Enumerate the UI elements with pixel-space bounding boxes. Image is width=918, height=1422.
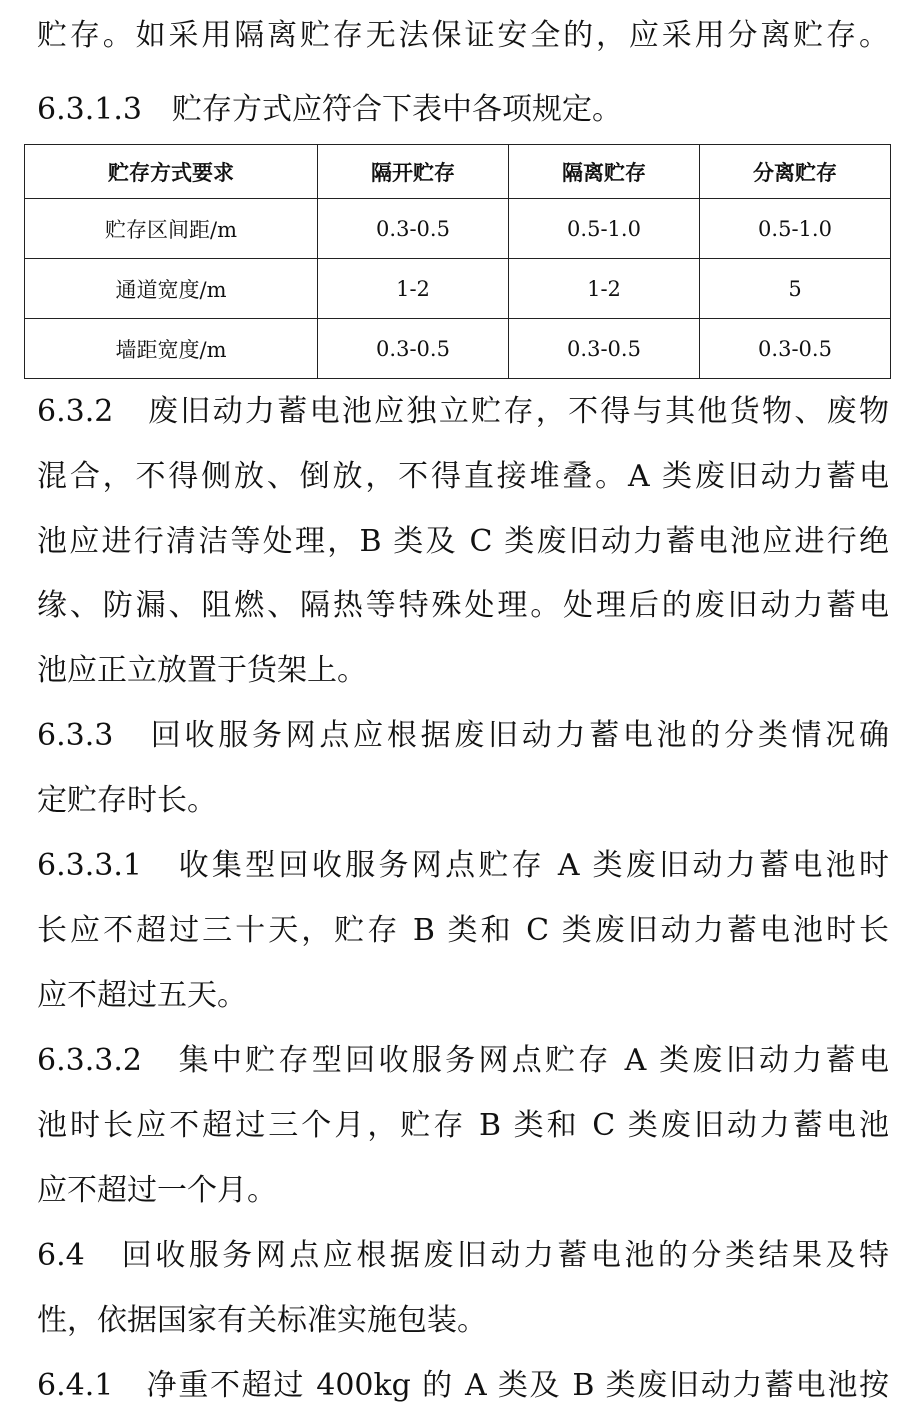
text-line: 池应正立放置于货架上。: [37, 653, 367, 688]
table-cell: 贮存区间距/m: [25, 199, 318, 259]
clause-6-3-1-3: 6.3.1.3 贮存方式应符合下表中各项规定。: [37, 92, 622, 127]
table-header-row: [25, 145, 891, 199]
table-cell: 1-2: [318, 259, 509, 319]
table-header-cell: 分离贮存: [700, 145, 891, 199]
table-header-cell: 隔开贮存: [318, 145, 509, 199]
table-cell: 1-2: [509, 259, 700, 319]
clause-6-3-2: 6.3.2 废旧动力蓄电池应独立贮存，不得与其他货物、废物: [37, 394, 889, 429]
table-cell: 0.5-1.0: [509, 199, 700, 259]
table-cell: 墙距宽度/m: [25, 319, 318, 379]
storage-requirements-table: [24, 144, 891, 379]
clause-6-3-3-2: 6.3.3.2 集中贮存型回收服务网点贮存 A 类废旧动力蓄电: [37, 1043, 889, 1078]
table-cell: 0.3-0.5: [318, 319, 509, 379]
text-line: 性，依据国家有关标准实施包装。: [37, 1303, 487, 1338]
table-header-cell: 贮存方式要求: [25, 145, 318, 199]
table-cell: 0.3-0.5: [318, 199, 509, 259]
clause-6-3-3-1: 6.3.3.1 收集型回收服务网点贮存 A 类废旧动力蓄电池时: [37, 848, 889, 883]
table-row: [25, 319, 891, 379]
table-cell: 通道宽度/m: [25, 259, 318, 319]
clause-6-3-3: 6.3.3 回收服务网点应根据废旧动力蓄电池的分类情况确: [37, 718, 889, 753]
table-header-cell: 隔离贮存: [509, 145, 700, 199]
clause-6-4: 6.4 回收服务网点应根据废旧动力蓄电池的分类结果及特: [37, 1238, 889, 1273]
table-cell: 0.3-0.5: [700, 319, 891, 379]
clause-6-4-1: 6.4.1 净重不超过 400kg 的 A 类及 B 类废旧动力蓄电池按: [37, 1368, 889, 1403]
text-line: 长应不超过三十天，贮存 B 类和 C 类废旧动力蓄电池时长: [37, 913, 889, 948]
text-line: 贮存。如采用隔离贮存无法保证安全的，应采用分离贮存。: [37, 18, 889, 53]
text-line: 混合，不得侧放、倒放，不得直接堆叠。A 类废旧动力蓄电: [37, 459, 889, 494]
text-line: 池时长应不超过三个月，贮存 B 类和 C 类废旧动力蓄电池: [37, 1108, 889, 1143]
text-line: 应不超过五天。: [37, 978, 247, 1013]
table-row: [25, 199, 891, 259]
table-row: [25, 259, 891, 319]
text-line: 定贮存时长。: [37, 783, 217, 818]
text-line: 应不超过一个月。: [37, 1173, 277, 1208]
text-line: 池应进行清洁等处理，B 类及 C 类废旧动力蓄电池应进行绝: [37, 524, 889, 559]
table-cell: 0.3-0.5: [509, 319, 700, 379]
text-line: 缘、防漏、阻燃、隔热等特殊处理。处理后的废旧动力蓄电: [37, 588, 889, 623]
table-cell: 5: [700, 259, 891, 319]
table-cell: 0.5-1.0: [700, 199, 891, 259]
